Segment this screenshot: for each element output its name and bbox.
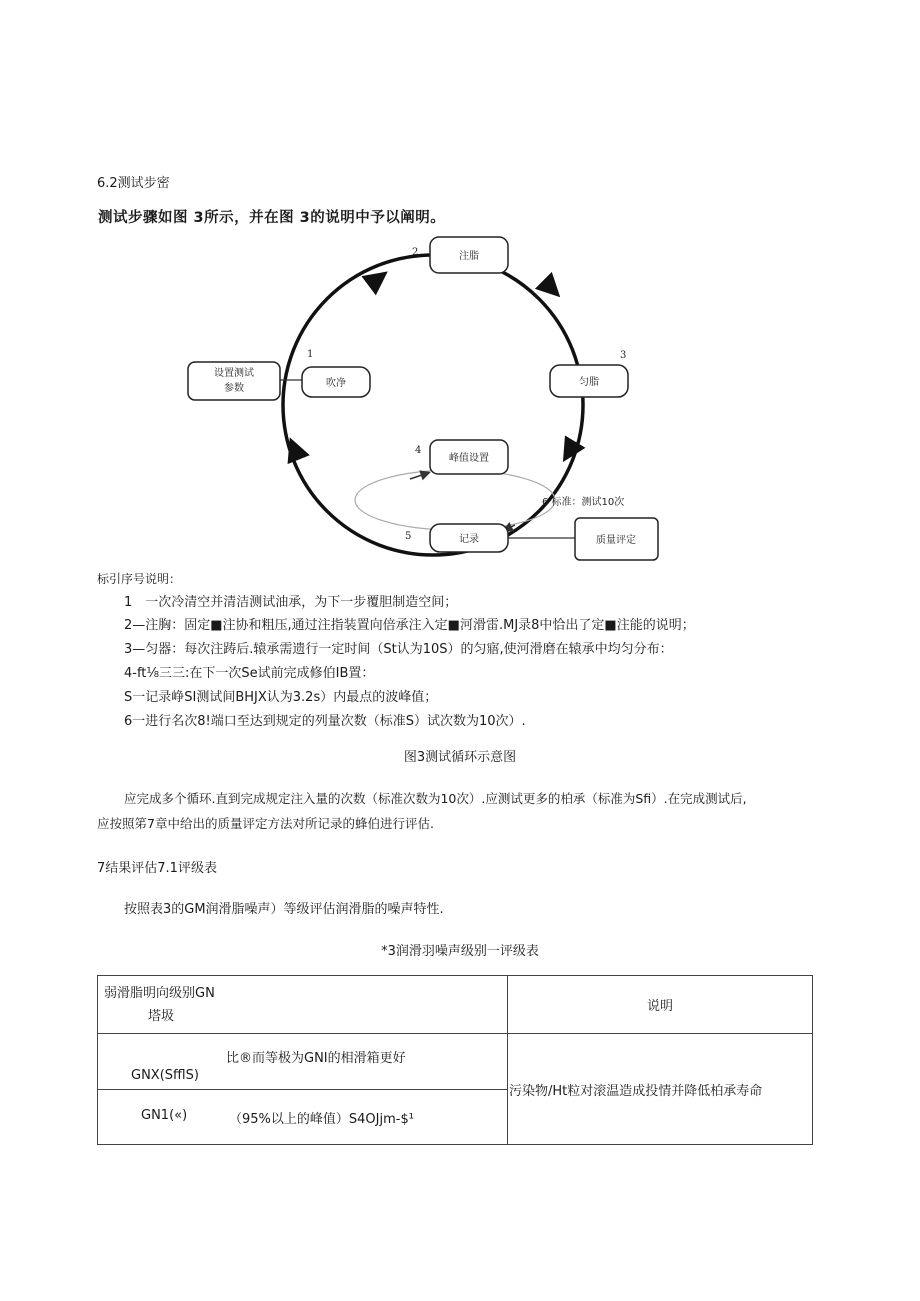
legend-item-5: S一记录峥SI测试间BHJX认为3.2s）内最点的波峰值； — [124, 690, 438, 705]
figure-caption: 图3测试循环示意图 — [403, 750, 517, 765]
legend-item-4: 4-ft⅛三三:在下一次Se试前完成修伯IB置： — [124, 666, 375, 681]
arrow-record-to-purge — [292, 443, 296, 453]
table-title: *3润滑羽噪声级别一评级表 — [381, 944, 539, 959]
header-grade-line1: 弱滑脂明向级别GN — [104, 986, 215, 1001]
row2-grade: GN1(«) — [141, 1108, 188, 1123]
paragraph-line-1: 应完成多个循环.直到完成规定注入量的次数（标准次数为10次）.应测试更多的柏承（标准为Sfi）.在完成测试后, — [124, 791, 747, 806]
node-quality — [575, 518, 658, 560]
legend-item-1: 1 一次冷清空并清洁测试油承，为下一步覆胆制造空间； — [124, 595, 458, 610]
header-description: 说明 — [646, 999, 673, 1014]
arrow-repeat-to-peak — [410, 473, 428, 479]
step-number-2: 2 — [412, 247, 419, 258]
svg-text:参数: 参数 — [224, 383, 244, 394]
paragraph-line-2: 应按照笫7章中给出的质量评定方法对所记录的蜂伯进行评估. — [97, 816, 434, 831]
legend-item-3: 3—匀器：每次注踌后.辕承需遗行一定时间（St认为10S）的匀寤,使河滑磨在辕承中均匀分布： — [124, 642, 673, 657]
cycle-ring — [283, 255, 583, 555]
row1-grade: GNX(SfflS) — [131, 1068, 199, 1083]
svg-text:记录: 记录 — [459, 534, 479, 545]
arrow-inject-to-homogenize — [548, 285, 556, 293]
step-number-3: 3 — [620, 350, 627, 361]
row2-description: （95%以上的峰值）S4OJjm-$¹ — [229, 1112, 414, 1127]
intro-text: 测试步骤如图 3所示，并在图 3的说明中予以阐明。 — [98, 210, 446, 226]
merged-description-cell — [508, 1034, 813, 1145]
repeat-loop — [355, 470, 555, 530]
legend-item-6: 6一进行名次8!端口至达到规定的列量次数（标准S）试次数为10次）. — [124, 714, 526, 729]
node-record — [430, 524, 508, 552]
table-row — [98, 1034, 813, 1090]
svg-text:吹净: 吹净 — [326, 378, 346, 389]
step-number-5: 5 — [405, 531, 412, 542]
node-setup-params — [188, 362, 280, 400]
svg-text:质量评定: 质量评定 — [596, 535, 636, 546]
section-7-text: 按照表3的GM润滑脂噪声）等级评估润滑脂的噪声特性. — [124, 902, 444, 917]
repeat-label: 6 标准：测试10次 — [542, 497, 625, 508]
step-number-4: 4 — [415, 445, 422, 456]
svg-text:设置测试: 设置测试 — [214, 368, 254, 379]
svg-text:峰值设置: 峰值设置 — [449, 453, 489, 464]
node-purge — [302, 367, 370, 397]
table-header-row — [98, 976, 813, 1034]
test-cycle-diagram — [180, 235, 670, 565]
merged-description: 污染物/Ht粒对滚温造成投情并降低柏承寿命 — [509, 1083, 763, 1099]
legend-item-2: 2—注胸：固定■注协和粗压,通过注指装置向倍承注入定■河滑雷.MJ录8中恰出了定■注能的说明； — [124, 618, 695, 633]
svg-text:匀脂: 匀脂 — [579, 377, 599, 388]
header-cell-grade — [98, 976, 508, 1034]
row2-cell — [98, 1090, 508, 1145]
grade-table — [97, 975, 813, 1145]
legend-title: 标引序号说明： — [97, 572, 182, 586]
row1-cell — [98, 1034, 508, 1090]
section-heading-6-2: 6.2测试步密 — [97, 176, 170, 191]
section-heading-7: 7结果评估7.1评级表 — [97, 861, 217, 876]
arrow-homogenize-to-record — [566, 447, 572, 457]
row1-description: 比®而等极为GNI的相滑箱更好 — [226, 1051, 406, 1066]
node-homogenize — [550, 365, 628, 397]
svg-text:注脂: 注脂 — [459, 251, 479, 262]
header-cell-description — [508, 976, 813, 1034]
header-grade-line2: 塔圾 — [148, 1009, 175, 1024]
node-peak-reset — [430, 440, 508, 474]
step-number-1: 1 — [307, 349, 314, 360]
node-inject — [430, 237, 508, 273]
arrow-purge-to-inject — [375, 275, 383, 281]
